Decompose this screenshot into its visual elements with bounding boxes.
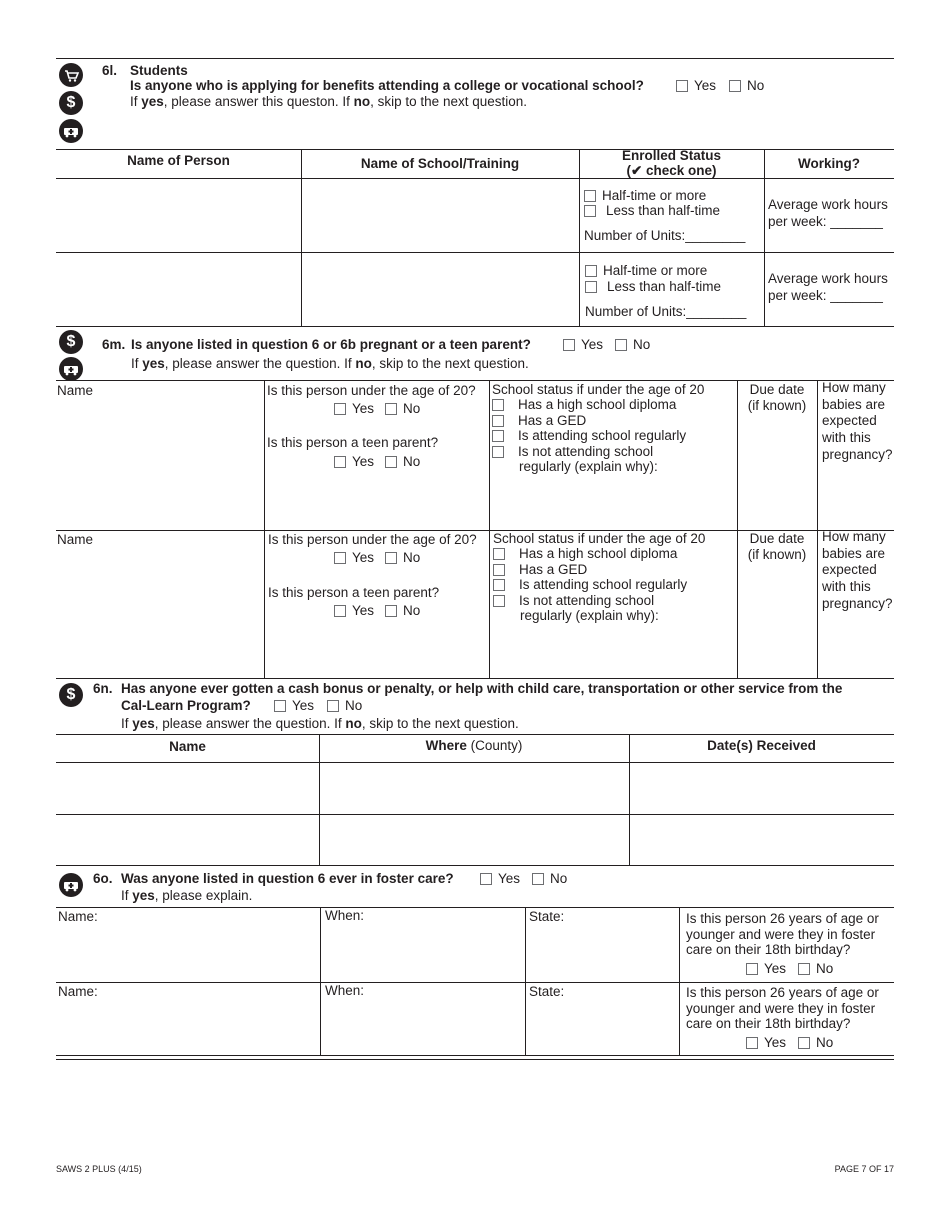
q6o-row1-when-label: When: xyxy=(325,908,365,923)
q6l-row2-hours-label: Average work hours xyxy=(768,271,888,286)
q6l-row1-units[interactable]: Number of Units:________ xyxy=(584,228,746,243)
q6o-no-checkbox[interactable] xyxy=(532,873,544,885)
checkbox[interactable] xyxy=(493,548,505,560)
dollar-icon: $ xyxy=(59,683,83,707)
header-enrolled-status: Enrolled Status (✔ check one) xyxy=(621,148,721,178)
q6o-instructions: If yes, please explain. xyxy=(121,888,253,903)
q6n-instructions: If yes, please answer the question. If no, skip to the next question. xyxy=(121,716,519,731)
q6o-number: 6o. xyxy=(93,871,113,886)
q6l-yes-option[interactable]: Yes xyxy=(676,78,716,93)
checkbox[interactable] xyxy=(385,605,397,617)
q6l-table-top xyxy=(56,149,894,150)
q6m-row1-babies: How many babies are expected with this pregnancy? xyxy=(822,380,893,462)
q6o-row2-no[interactable]: No xyxy=(798,1035,833,1050)
checkbox[interactable] xyxy=(798,1037,810,1049)
q6m-row2-diploma[interactable]: Has a high school diploma xyxy=(493,546,677,561)
q6m-row1-attending[interactable]: Is attending school regularly xyxy=(492,428,686,443)
q6l-table-bottom xyxy=(56,326,894,327)
q6m-row1-teen-label: Is this person a teen parent? xyxy=(267,435,439,450)
q6o-row2-when-label: When: xyxy=(325,983,365,998)
q6o-row1-yes[interactable]: Yes xyxy=(746,961,786,976)
q6n-row1-name-cell[interactable] xyxy=(57,763,319,814)
q6m-row2-teen-yes[interactable]: Yes xyxy=(334,603,374,618)
q6n-row1-dates-cell[interactable] xyxy=(630,763,894,814)
checkbox[interactable] xyxy=(334,456,346,468)
header-dates-received: Date(s) Received xyxy=(707,738,816,753)
q6l-row2-school-cell[interactable] xyxy=(302,253,579,326)
q6m-row1-school-status: School status if under the age of 20 xyxy=(492,382,705,397)
q6m-row2-not-attending[interactable]: Is not attending school xyxy=(493,593,654,608)
header-working: Working? xyxy=(798,156,860,171)
q6m-question: Is anyone listed in question 6 or 6b pregnant or a teen parent? xyxy=(131,337,531,352)
q6n-row1-where-cell[interactable] xyxy=(320,763,629,814)
q6m-row1-ged[interactable]: Has a GED xyxy=(492,413,586,428)
q6l-row1-school-cell[interactable] xyxy=(302,179,579,252)
q6l-row1-half-more[interactable]: Half-time or more xyxy=(584,188,706,203)
checkbox[interactable] xyxy=(492,399,504,411)
q6n-row2-where-cell[interactable] xyxy=(320,815,629,865)
q6o-row1-age-question: Is this person 26 years of age or younger and were they in foster care on their 18th birthday? xyxy=(686,911,879,957)
checkbox[interactable] xyxy=(585,265,597,277)
q6l-row1-hours-field[interactable]: per week: _______ xyxy=(768,214,883,229)
checkbox[interactable] xyxy=(492,415,504,427)
header-where: Where (County) xyxy=(425,738,523,753)
q6m-row2-ged[interactable]: Has a GED xyxy=(493,562,587,577)
header-name-of-school: Name of School/Training xyxy=(360,156,520,171)
q6m-row1-not-attending[interactable]: Is not attending school xyxy=(492,444,653,459)
q6m-yes-checkbox[interactable] xyxy=(563,339,575,351)
checkbox[interactable] xyxy=(584,205,596,217)
checkbox[interactable] xyxy=(334,605,346,617)
q6l-row2-half-more[interactable]: Half-time or more xyxy=(585,263,707,278)
medical-ambulance-icon xyxy=(59,119,83,143)
q6m-row2-under20-yes[interactable]: Yes xyxy=(334,550,374,565)
q6m-row2-teen-no[interactable]: No xyxy=(385,603,420,618)
q6m-row1-name-label: Name xyxy=(57,383,94,398)
q6o-yes-checkbox[interactable] xyxy=(480,873,492,885)
q6n-row2-dates-cell[interactable] xyxy=(630,815,894,865)
q6l-row1-less-half[interactable]: Less than half-time xyxy=(584,203,720,218)
q6o-row1-state-label: State: xyxy=(529,909,565,924)
q6l-row1-hours-label: Average work hours xyxy=(768,197,888,212)
q6m-instructions: If yes, please answer the question. If no, skip to the next question. xyxy=(131,356,529,371)
q6o-row2-age-question: Is this person 26 years of age or younger and were they in foster care on their 18th birthday? xyxy=(686,985,879,1031)
checkbox[interactable] xyxy=(584,190,596,202)
q6m-row1-under20-yes[interactable]: Yes xyxy=(334,401,374,416)
medical-ambulance-icon xyxy=(59,357,83,381)
q6m-no-checkbox[interactable] xyxy=(615,339,627,351)
q6o-yes-option[interactable]: Yes xyxy=(480,871,520,886)
q6m-yes-option[interactable]: Yes xyxy=(563,337,603,352)
q6m-row2-under20-label: Is this person under the age of 20? xyxy=(268,532,477,547)
q6n-row2-name-cell[interactable] xyxy=(57,815,319,865)
q6m-row2-due-date: Due date (if known) xyxy=(747,531,807,562)
checkbox[interactable] xyxy=(746,963,758,975)
medical-ambulance-icon xyxy=(59,873,83,897)
q6m-row2-teen-label: Is this person a teen parent? xyxy=(268,585,440,600)
q6n-yes-option[interactable]: Yes xyxy=(274,698,314,713)
q6m-row2-attending[interactable]: Is attending school regularly xyxy=(493,577,687,592)
form-id: SAWS 2 PLUS (4/15) xyxy=(56,1164,142,1174)
q6o-row1-name-label: Name: xyxy=(58,909,98,924)
q6m-row2-under20-no[interactable]: No xyxy=(385,550,420,565)
q6l-question: Is anyone who is applying for benefits attending a college or vocational school? xyxy=(130,78,644,93)
q6o-question: Was anyone listed in question 6 ever in foster care? xyxy=(121,871,454,886)
dollar-icon: $ xyxy=(59,330,83,354)
q6n-question-line1: Has anyone ever gotten a cash bonus or penalty, or help with child care, transportation or other service from the xyxy=(121,681,843,696)
q6m-row1-under20-no[interactable]: No xyxy=(385,401,420,416)
checkbox[interactable] xyxy=(334,552,346,564)
q6l-row2-less-half[interactable]: Less than half-time xyxy=(585,279,721,294)
checkbox[interactable] xyxy=(493,595,505,607)
q6m-row1-due-date: Due date (if known) xyxy=(747,382,807,413)
q6n-no-option[interactable]: No xyxy=(327,698,362,713)
q6l-title: Students xyxy=(130,63,188,78)
q6o-row2-yes[interactable]: Yes xyxy=(746,1035,786,1050)
checkbox[interactable] xyxy=(493,564,505,576)
q6l-instructions: If yes, please answer this queston. If no, skip to the next question. xyxy=(130,94,528,109)
q6o-row1-no[interactable]: No xyxy=(798,961,833,976)
checkbox[interactable] xyxy=(492,446,504,458)
checkbox[interactable] xyxy=(334,403,346,415)
q6l-row2-hours-field[interactable]: per week: _______ xyxy=(768,288,883,303)
q6m-row2-name-label: Name xyxy=(57,532,94,547)
checkbox[interactable] xyxy=(493,579,505,591)
page-number: PAGE 7 OF 17 xyxy=(834,1164,894,1174)
q6n-question-line2: Cal-Learn Program? xyxy=(121,698,251,713)
q6l-row1-person-cell[interactable] xyxy=(56,179,301,252)
q6o-row2-name-label: Name: xyxy=(58,984,98,999)
top-rule xyxy=(56,58,894,59)
q6o-row2-state-label: State: xyxy=(529,984,565,999)
checkbox[interactable] xyxy=(385,403,397,415)
shopping-cart-icon xyxy=(59,63,83,87)
q6n-yes-checkbox[interactable] xyxy=(274,700,286,712)
q6m-number: 6m. xyxy=(102,337,126,352)
q6l-row2-person-cell[interactable] xyxy=(56,253,301,326)
q6m-row2-school-status: School status if under the age of 20 xyxy=(493,531,706,546)
checkbox[interactable] xyxy=(798,963,810,975)
q6m-row1-explain: regularly (explain why): xyxy=(519,459,658,474)
q6l-no-checkbox[interactable] xyxy=(729,80,741,92)
checkbox[interactable] xyxy=(746,1037,758,1049)
header-name: Name xyxy=(169,739,206,754)
q6m-row1-teen-no[interactable]: No xyxy=(385,454,420,469)
q6o-no-option[interactable]: No xyxy=(532,871,567,886)
header-name-of-person: Name of Person xyxy=(127,153,230,168)
q6l-no-option[interactable]: No xyxy=(729,78,764,93)
q6m-row1-under20-label: Is this person under the age of 20? xyxy=(267,383,476,398)
checkbox[interactable] xyxy=(385,552,397,564)
checkbox[interactable] xyxy=(385,456,397,468)
q6n-number: 6n. xyxy=(93,681,113,696)
q6l-number: 6l. xyxy=(102,63,118,78)
dollar-icon: $ xyxy=(59,91,83,115)
checkbox[interactable] xyxy=(492,430,504,442)
q6m-row2-babies: How many babies are expected with this pregnancy? xyxy=(822,529,893,611)
q6m-row1-teen-yes[interactable]: Yes xyxy=(334,454,374,469)
q6l-yes-checkbox[interactable] xyxy=(676,80,688,92)
checkbox[interactable] xyxy=(585,281,597,293)
q6m-row2-explain: regularly (explain why): xyxy=(520,608,659,623)
q6l-row2-units[interactable]: Number of Units:________ xyxy=(585,304,747,319)
q6m-no-option[interactable]: No xyxy=(615,337,650,352)
q6m-row1-diploma[interactable]: Has a high school diploma xyxy=(492,397,676,412)
q6n-no-checkbox[interactable] xyxy=(327,700,339,712)
